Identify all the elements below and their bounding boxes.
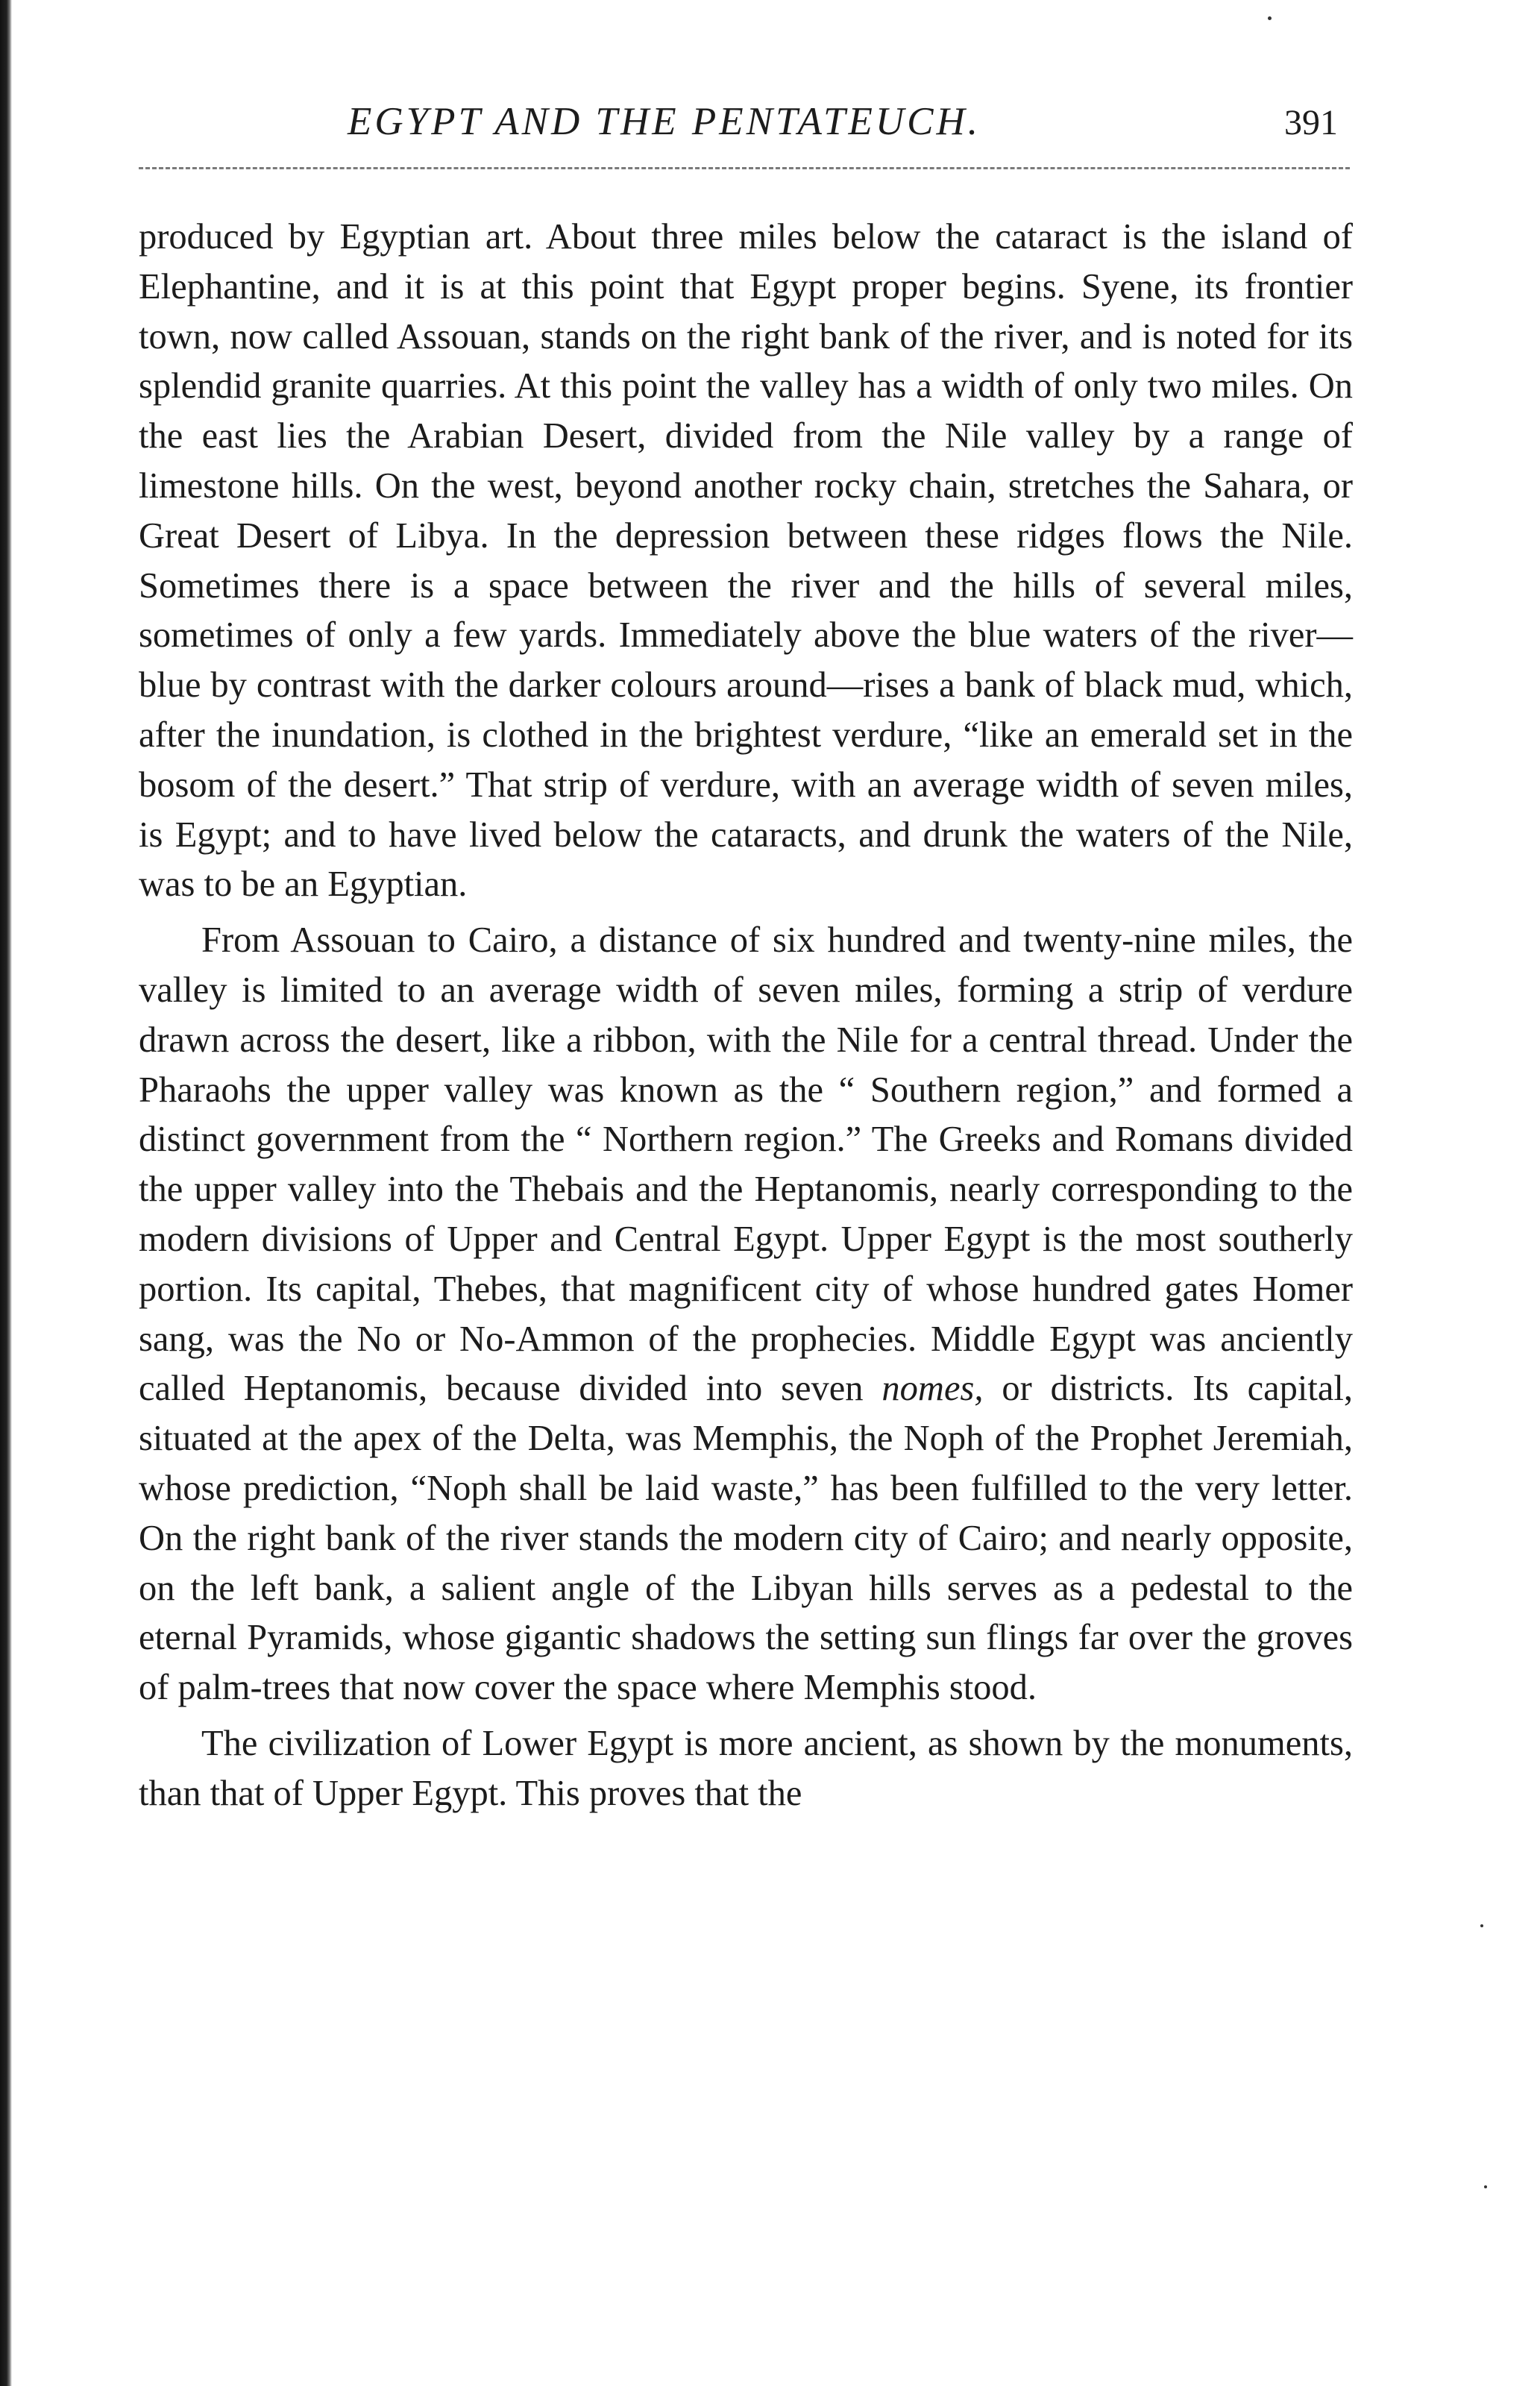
page-binding-edge bbox=[0, 0, 12, 2386]
paragraph bbox=[139, 916, 1353, 1713]
print-speck bbox=[1480, 1924, 1483, 1927]
header-rule bbox=[139, 167, 1350, 169]
italic-term: nomes, bbox=[881, 1369, 984, 1409]
paragraph-text: The civilization of Lower Egypt is more ancient, as shown by the monuments, than that of Upper Egypt. This proves that the bbox=[139, 1723, 1353, 1813]
print-speck bbox=[1268, 16, 1272, 20]
body-text bbox=[139, 213, 1353, 1825]
print-speck bbox=[1484, 2185, 1487, 2188]
running-head bbox=[139, 95, 1353, 148]
paragraph bbox=[139, 213, 1353, 910]
paragraph bbox=[139, 1719, 1353, 1819]
paragraph-text: or districts. Its capital, situated at the apex of the Delta, was Memphis, the Noph of the Prophet Jeremiah, whose prediction, “Noph shall be laid waste,” has been fulfilled to the very letter. On the right bank of the river stands the modern city of Cairo; and nearly opposite, on the left bank, a salient angle of the Libyan hills serves as a pedestal to the eternal Pyramids, whose gigantic shadows the setting sun flings far over the groves of palm-trees that now cover the space where Memphis stood. bbox=[139, 1369, 1353, 1708]
page-number: 391 bbox=[1284, 103, 1338, 142]
paragraph-text: From Assouan to Cairo, a distance of six hundred and twenty-nine miles, the valley is limited to an average width of seven miles, forming a strip of verdure drawn across the desert, like a ribbon, with the Nile for a central thread. Under the Pharaohs the upper valley was known as the “ Southern region,” and formed a distinct government from the “ Northern region.” The Greeks and Romans divided the upper valley into the Thebais and the Heptanomis, nearly corresponding to the modern divisions of Upper and Central Egypt. Upper Egypt is the most southerly portion. Its capital, Thebes, that magnificent city of whose hundred gates Homer sang, was the No or No-Ammon of the prophecies. Middle Egypt was anciently called Heptanomis, because divided into seven bbox=[139, 920, 1353, 1409]
paragraph-text: produced by Egyptian art. About three miles below the cataract is the island of Elephantine, and it is at this point that Egypt proper begins. Syene, its frontier town, now called Assouan, stands on the right bank of the river, and is noted for its splendid granite quarries. At this point the valley has a width of only two miles. On the east lies the Arabian Desert, divided from the Nile valley by a range of limestone hills. On the west, beyond another rocky chain, stretches the Sahara, or Great Desert of Libya. In the depression between these ridges flows the Nile. Sometimes there is a space between the river and the hills of several miles, sometimes of only a few yards. Immediately above the blue waters of the river—blue by contrast with the darker colours around—rises a bank of black mud, which, after the inundation, is clothed in the brightest verdure, “like an emerald set in the bosom of the desert.” That strip of verdure, with an average width of seven miles, is Egypt; and to have lived below the cataracts, and drunk the waters of the Nile, was to be an Egyptian. bbox=[139, 217, 1353, 905]
running-title: EGYPT AND THE PENTATEUCH. bbox=[348, 100, 981, 143]
